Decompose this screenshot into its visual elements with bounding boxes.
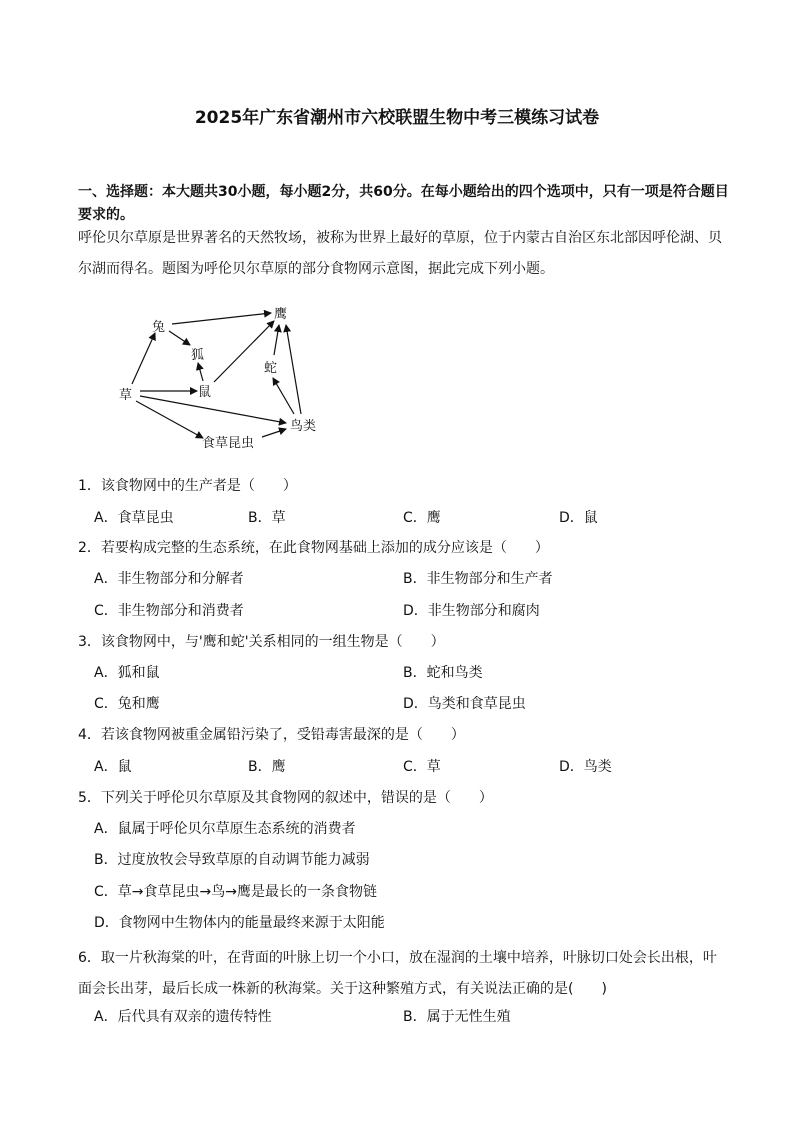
q3-option-a: A．狐和鼠 xyxy=(94,665,160,681)
question-1: 1．该食物网中的生产者是（ ） xyxy=(78,478,297,494)
node-mouse: 鼠 xyxy=(198,385,212,400)
q4-option-c: C．草 xyxy=(403,759,441,775)
q4-option-b: B．鹰 xyxy=(248,759,286,775)
node-snake: 蛇 xyxy=(264,361,278,376)
q6-option-a: A．后代具有双亲的遗传特性 xyxy=(94,1009,272,1025)
q1-option-c: C．鹰 xyxy=(403,510,441,526)
arrow-insect-bird xyxy=(262,429,286,437)
section-heading: 一、选择题：本大题共30小题，每小题2分，共60分。在每小题给出的四个选项中，只有一项是符合题目要求的。 xyxy=(78,184,729,223)
arrow-grass-insect xyxy=(136,401,203,438)
q1-option-b: B．草 xyxy=(248,510,286,526)
q2-option-b: B．非生物部分和生产者 xyxy=(403,571,553,587)
q5-option-a: A．鼠属于呼伦贝尔草原生态系统的消费者 xyxy=(94,821,356,837)
q4-option-d: D．鸟类 xyxy=(559,759,612,775)
question-2: 2．若要构成完整的生态系统，在此食物网基础上添加的成分应该是（ ） xyxy=(78,540,549,556)
question-3: 3．该食物网中，与'鹰和蛇'关系相同的一组生物是（ ） xyxy=(78,634,445,650)
q3-option-d: D．鸟类和食草昆虫 xyxy=(403,696,526,712)
arrow-rabbit-fox xyxy=(169,331,190,345)
q2-option-a: A．非生物部分和分解者 xyxy=(94,571,244,587)
question-6: 6．取一片秋海棠的叶，在背面的叶脉上切一个小口，放在湿润的土壤中培养，叶脉切口处会长出根，叶面会长出芽，最后长成一株新的秋海棠。关于这种繁殖方式，有关说法正确的是( ) xyxy=(78,950,717,997)
q5-option-b: B．过度放牧会导致草原的自动调节能力减弱 xyxy=(94,852,370,868)
q3-option-c: C．兔和鹰 xyxy=(94,696,160,712)
node-grass: 草 xyxy=(119,388,133,403)
arrow-bird-snake xyxy=(273,378,294,414)
node-fox: 狐 xyxy=(191,348,205,363)
arrow-mouse-fox xyxy=(198,363,203,381)
arrow-bird-eagle xyxy=(286,325,301,414)
arrow-snake-eagle xyxy=(274,325,279,355)
question-4: 4．若该食物网被重金属铅污染了，受铅毒害最深的是（ ） xyxy=(78,727,465,743)
node-bird: 鸟类 xyxy=(290,419,317,434)
food-web-diagram xyxy=(112,298,342,458)
q6-option-b: B．属于无性生殖 xyxy=(403,1009,511,1025)
question-5: 5．下列关于呼伦贝尔草原及其食物网的叙述中，错误的是（ ） xyxy=(78,790,493,806)
page-title: 2025年广东省潮州市六校联盟生物中考三模练习试卷 xyxy=(194,108,600,128)
q2-option-c: C．非生物部分和消费者 xyxy=(94,603,244,619)
node-rabbit: 兔 xyxy=(152,320,166,335)
q3-option-b: B．蛇和鸟类 xyxy=(403,665,483,681)
q5-option-d: D．食物网中生物体内的能量最终来源于太阳能 xyxy=(94,915,385,931)
intro-paragraph: 呼伦贝尔草原是世界著名的天然牧场，被称为世界上最好的草原，位于内蒙古自治区东北部因呼伦湖、贝尔湖而得名。题图为呼伦贝尔草原的部分食物网示意图，据此完成下列小题。 xyxy=(78,230,722,277)
node-insect: 食草昆虫 xyxy=(202,436,255,451)
arrow-rabbit-eagle xyxy=(172,313,271,324)
node-eagle: 鹰 xyxy=(274,307,288,322)
q2-option-d: D．非生物部分和腐肉 xyxy=(403,603,540,619)
arrow-grass-rabbit xyxy=(132,333,155,384)
q1-option-d: D．鼠 xyxy=(559,510,598,526)
q1-option-a: A．食草昆虫 xyxy=(94,510,174,526)
arrow-grass-bird xyxy=(140,396,286,423)
q5-option-c: C．草→食草昆虫→鸟→鹰是最长的一条食物链 xyxy=(94,884,377,900)
q4-option-a: A．鼠 xyxy=(94,759,132,775)
